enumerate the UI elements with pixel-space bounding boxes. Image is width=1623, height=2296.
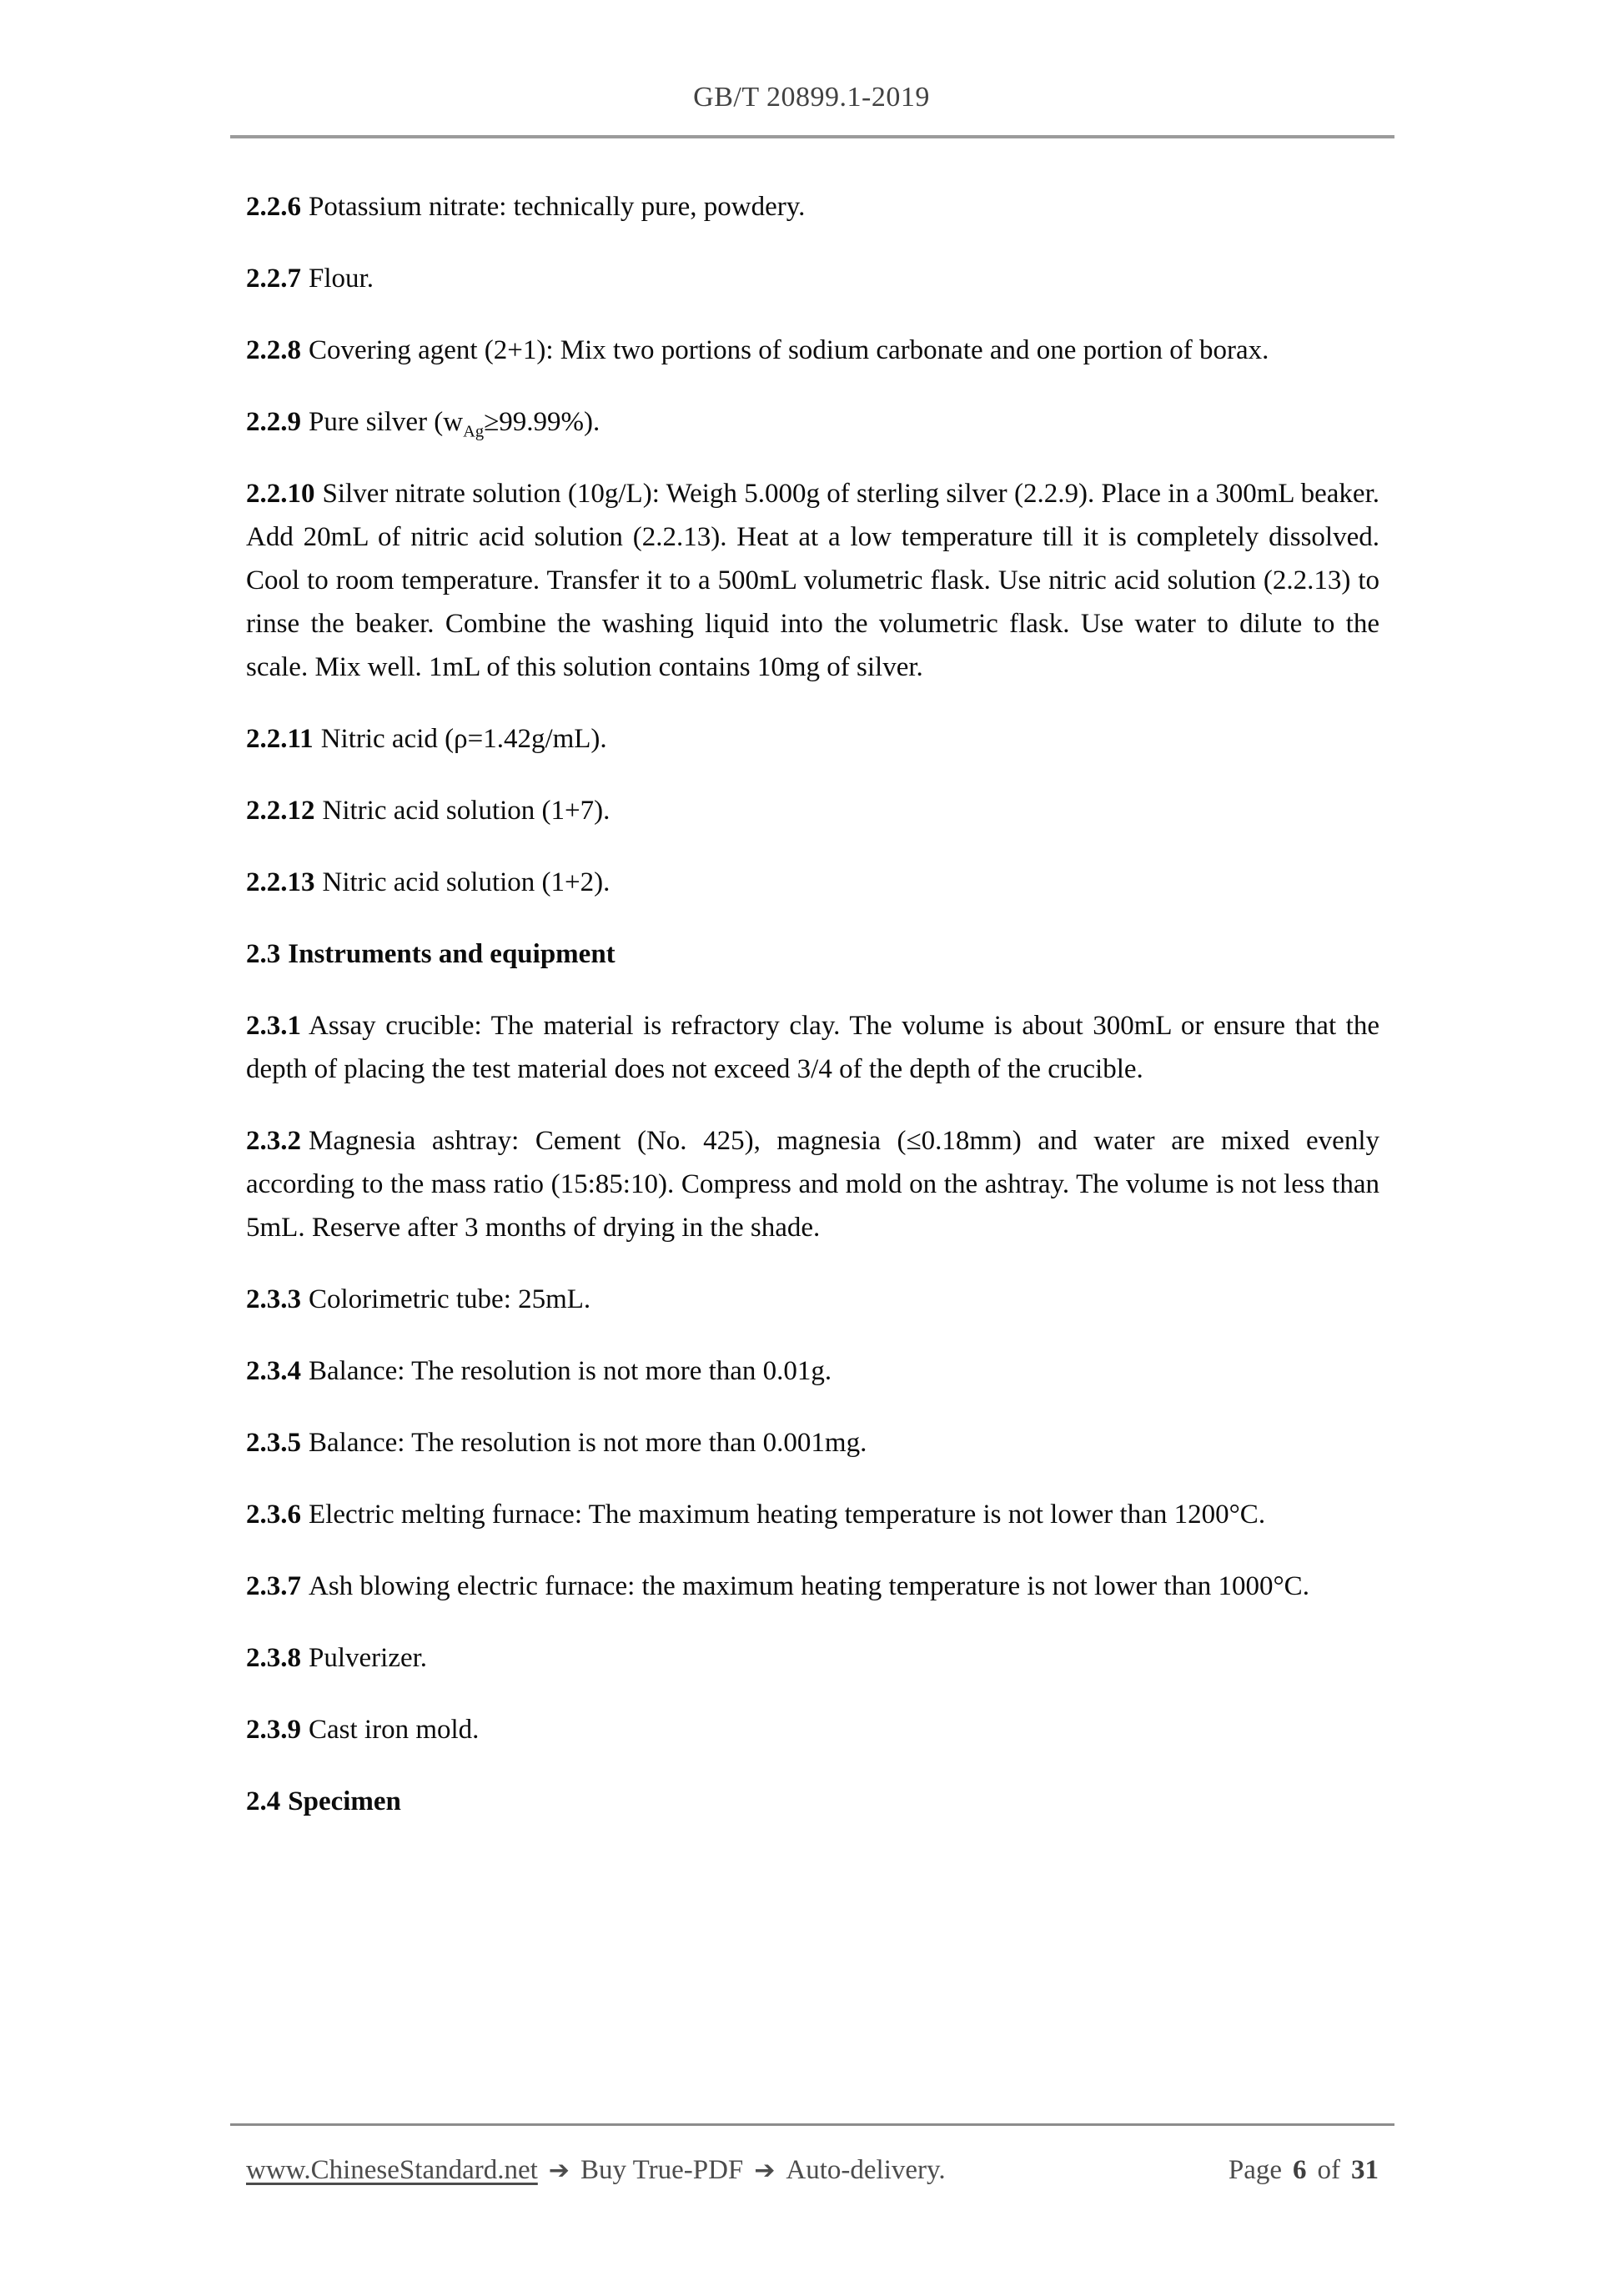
section-heading-2-4 — [246, 1780, 1379, 1823]
clause-text: Ash blowing electric furnace: the maximum heating temperature is not lower than 1000°C. — [309, 1571, 1309, 1601]
document-body — [246, 185, 1379, 1823]
right-arrow-icon: ➔ — [754, 2156, 776, 2185]
clause-2-2-8 — [246, 329, 1379, 372]
clause-number: 2.3.1 — [246, 1011, 301, 1041]
clause-text: Electric melting furnace: The maximum heating temperature is not lower than 1200°C. — [309, 1500, 1266, 1530]
clause-2-3-2 — [246, 1119, 1379, 1249]
clause-number: 2.2.8 — [246, 335, 301, 365]
clause-text: Cast iron mold. — [309, 1715, 480, 1745]
clause-number: 2.2.6 — [246, 192, 301, 222]
clause-2-2-7 — [246, 257, 1379, 300]
clause-text: Silver nitrate solution (10g/L): Weigh 5.000g of sterling silver (2.2.9). Place in a 300mL beaker. Add 20mL of nitric acid solution (2.2.13). Heat at a low temperature till it is completely dissolved. Cool to room temperature. Transfer it to a 500mL volumetric flask. Use nitric acid solution (2.2.13) to rinse the beaker. Combine the washing liquid into the volumetric flask. Use water to dilute to the scale. Mix well. 1mL of this solution contains 10mg of silver. — [246, 479, 1379, 682]
page-title: GB/T 20899.1-2019 — [693, 82, 930, 113]
clause-number: 2.3.9 — [246, 1715, 301, 1745]
clause-text: Nitric acid solution (1+2). — [322, 867, 611, 897]
clause-number: 2.2.7 — [246, 264, 301, 294]
clause-2-3-4 — [246, 1349, 1379, 1393]
header-divider — [230, 135, 1394, 138]
clause-2-3-6 — [246, 1493, 1379, 1536]
clause-number: 2.2.12 — [246, 796, 315, 826]
clause-text: Flour. — [309, 264, 374, 294]
page-footer — [246, 2148, 1379, 2193]
clause-text: Covering agent (2+1): Mix two portions of sodium carbonate and one portion of borax. — [309, 335, 1269, 365]
clause-text: Magnesia ashtray: Cement (No. 425), magnesia (≤0.18mm) and water are mixed evenly according to the mass ratio (15:85:10). Compress and mold on the ashtray. The volume is not less than 5mL. Reserve after 3 months of drying in the shade. — [246, 1126, 1379, 1243]
clause-number: 2.2.10 — [246, 479, 315, 509]
section-title: Instruments and equipment — [288, 939, 616, 969]
silver-subscript: Ag — [463, 422, 485, 441]
footer-delivery-text: Auto-delivery. — [786, 2155, 946, 2185]
total-pages: 31 — [1351, 2155, 1379, 2185]
clause-text: Balance: The resolution is not more than 0.01g. — [309, 1356, 832, 1386]
clause-text-post: ≥99.99%). — [484, 407, 600, 437]
clause-number: 2.3.4 — [246, 1356, 301, 1386]
clause-2-2-11 — [246, 717, 1379, 761]
clause-2-3-7 — [246, 1565, 1379, 1608]
clause-2-3-8 — [246, 1636, 1379, 1680]
clause-number: 2.3.8 — [246, 1643, 301, 1673]
section-number: 2.4 — [246, 1786, 281, 1816]
clause-text: Assay crucible: The material is refractory clay. The volume is about 300mL or ensure that the depth of placing the test material does not exceed 3/4 of the depth of the crucible. — [246, 1011, 1379, 1084]
clause-2-3-9 — [246, 1708, 1379, 1751]
clause-number: 2.3.3 — [246, 1284, 301, 1314]
clause-2-2-6 — [246, 185, 1379, 229]
page-label: Page — [1228, 2155, 1282, 2185]
clause-text: Nitric acid (ρ=1.42g/mL). — [320, 724, 607, 754]
footer-promo — [246, 2148, 946, 2193]
footer-buy-text: Buy True-PDF — [580, 2155, 744, 2185]
clause-text-pre: Pure silver (w — [309, 407, 464, 437]
clause-text: Balance: The resolution is not more than 0.001mg. — [309, 1428, 867, 1458]
footer-divider — [230, 2123, 1394, 2126]
page-number: 6 — [1293, 2155, 1307, 2185]
clause-number: 2.3.2 — [246, 1126, 301, 1156]
page-indicator — [1229, 2148, 1379, 2192]
section-title: Specimen — [288, 1786, 401, 1816]
clause-2-2-13 — [246, 861, 1379, 904]
clause-number: 2.3.7 — [246, 1571, 301, 1601]
right-arrow-icon: ➔ — [548, 2156, 570, 2185]
clause-number: 2.3.5 — [246, 1428, 301, 1458]
clause-text: Pulverizer. — [309, 1643, 428, 1673]
clause-text: Nitric acid solution (1+7). — [322, 796, 611, 826]
clause-number: 2.2.13 — [246, 867, 315, 897]
clause-number: 2.3.6 — [246, 1500, 301, 1530]
clause-2-3-1 — [246, 1004, 1379, 1091]
clause-number: 2.2.11 — [246, 724, 314, 754]
site-link[interactable]: www.ChineseStandard.net — [246, 2155, 538, 2185]
section-number: 2.3 — [246, 939, 281, 969]
section-heading-2-3 — [246, 932, 1379, 976]
clause-text: Potassium nitrate: technically pure, powdery. — [309, 192, 806, 222]
clause-2-3-5 — [246, 1421, 1379, 1465]
clause-2-2-10 — [246, 472, 1379, 689]
clause-2-2-9 — [246, 400, 1379, 444]
clause-number: 2.2.9 — [246, 407, 301, 437]
clause-2-3-3 — [246, 1278, 1379, 1321]
clause-text: Colorimetric tube: 25mL. — [309, 1284, 591, 1314]
of-label: of — [1317, 2155, 1340, 2185]
clause-2-2-12 — [246, 789, 1379, 832]
